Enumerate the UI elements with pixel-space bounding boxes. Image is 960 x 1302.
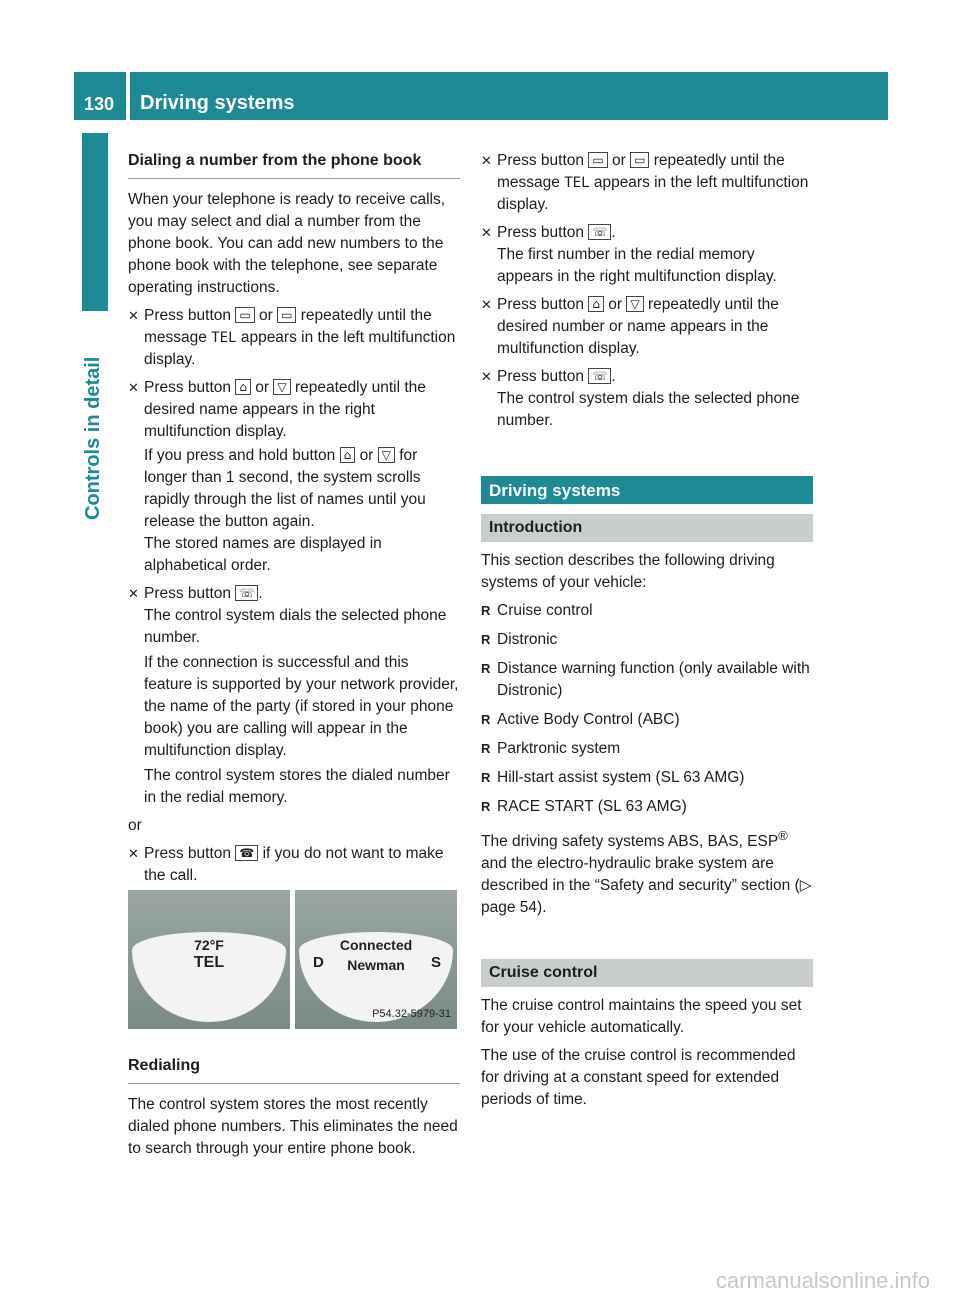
list-item: R Distronic — [481, 631, 558, 648]
left-display-panel — [128, 890, 290, 1029]
screen-button-2-icon: ▭ — [630, 152, 649, 168]
page-reference-link[interactable]: ▷ page 54 — [481, 877, 812, 917]
redial-step-3: ✕ Press button ⌂ or ▽ repeatedly until the desired number or name appears in the multifunction display. — [481, 296, 779, 357]
right-display-panel — [295, 890, 457, 1029]
list-item: R RACE START (SL 63 AMG) — [481, 798, 687, 815]
figure-code: P54.32-5979-31 — [372, 1008, 451, 1020]
step-marker-icon: ✕ — [481, 153, 492, 168]
list-item: R Parktronic system — [481, 740, 621, 757]
end-call-button-icon: ☎ — [235, 845, 258, 861]
redial-step-4: ✕ Press button ☏ . The control system dials the selected phone number. — [481, 368, 800, 429]
list-item: R Cruise control — [481, 602, 593, 619]
chapter-side-title: Controls in detail — [82, 356, 104, 520]
connected-readout: Connected — [339, 937, 413, 953]
up-button-icon: ⌂ — [588, 296, 604, 312]
screen-button-1-icon: ▭ — [235, 307, 254, 323]
or-separator: or — [128, 817, 142, 834]
up-button-icon: ⌂ — [235, 379, 251, 395]
redial-paragraph: The control system stores the most recently dialed phone numbers. This eliminates the need to search through your entire phone book. — [128, 1096, 458, 1157]
left-column-lower — [128, 1055, 460, 1166]
page-title: Driving systems — [140, 92, 295, 114]
down-button-icon: ▽ — [626, 296, 643, 312]
left-column — [128, 150, 460, 893]
introduction-bar: Introduction — [481, 514, 813, 542]
call-button-icon: ☏ — [235, 585, 258, 601]
call-button-icon: ☏ — [588, 368, 611, 384]
step-marker-icon: ✕ — [481, 369, 492, 384]
intro-paragraph: When your telephone is ready to receive calls, you may select and dial a number from the phone book. You can add new numbers to the phone book with the telephone, see separate operating instructions. — [128, 191, 446, 296]
header-divider — [126, 72, 130, 120]
cruise-paragraph-1: The cruise control maintains the speed you set for your vehicle automatically. — [481, 997, 802, 1037]
step-1: ✕ Press button ▭ or ▭ repeatedly until the message TEL appears in the left multifunction display. — [128, 307, 456, 368]
safety-paragraph: The driving safety systems ABS, BAS, ESP® and the electro-hydraulic brake system are described in the “Safety and security” section (▷ page 54). — [481, 828, 812, 917]
call-button-icon: ☏ — [588, 224, 611, 240]
display-figure — [128, 890, 459, 1029]
temperature-readout: 72°F — [194, 937, 224, 953]
contact-name-readout: Newman — [347, 957, 405, 973]
d-indicator: D — [313, 954, 324, 971]
step-2: ✕ Press button ⌂ or ▽ repeatedly until the desired name appears in the right multifunction display. If you press and hold button ⌂ or ▽ for longer than 1 second, the system scrolls rapidly through the list of names until you release the button again. The stored names are displayed in alphabetical order. — [128, 377, 460, 577]
tel-message: TEL — [211, 330, 237, 346]
redial-step-1: ✕ Press button ▭ or ▭ repeatedly until the message TEL appears in the left multifunction display. — [481, 152, 809, 213]
right-column — [481, 150, 813, 1117]
down-button-icon: ▽ — [273, 379, 290, 395]
section-title-phonebook: Dialing a number from the phone book — [128, 150, 460, 179]
step-marker-icon: ✕ — [481, 225, 492, 240]
page-number: 130 — [84, 94, 115, 114]
cruise-paragraph-2: The use of the cruise control is recommended for driving at a constant speed for extended periods of time. — [481, 1047, 796, 1109]
driving-systems-bar: Driving systems — [481, 476, 813, 504]
step-marker-icon: ✕ — [481, 297, 492, 312]
introduction-paragraph: This section describes the following driving systems of your vehicle: — [481, 552, 775, 591]
redial-step-2: ✕ Press button ☏ . The first number in the redial memory appears in the right multifunction display. — [481, 224, 777, 285]
s-indicator: S — [430, 954, 441, 971]
cruise-control-bar: Cruise control — [481, 959, 813, 987]
list-item: R Distance warning function (only available with Distronic) — [481, 660, 810, 699]
screen-button-2-icon: ▭ — [277, 307, 296, 323]
step-marker-icon: ✕ — [128, 308, 139, 323]
step-2-note: The stored names are displayed in alphabetical order. — [144, 535, 382, 574]
up-button-icon: ⌂ — [340, 447, 356, 463]
tel-message: TEL — [564, 175, 590, 191]
watermark: carmanualsonline.info — [715, 1268, 930, 1293]
down-button-icon: ▽ — [378, 447, 395, 463]
list-item: R Hill-start assist system (SL 63 AMG) — [481, 769, 745, 786]
step-marker-icon: ✕ — [128, 380, 139, 395]
tel-readout: TEL — [193, 954, 225, 971]
page-header — [74, 72, 888, 120]
step-marker-icon: ✕ — [128, 846, 139, 861]
step-4: ✕ Press button ☎ if you do not want to make the call. — [128, 845, 444, 884]
screen-button-1-icon: ▭ — [588, 152, 607, 168]
step-3: ✕ Press button ☏ . The control system dials the selected phone number. If the connection is successful and this feature is supported by your network provider, the name of the party (if stored in your phone book) you are calling will appear in the multifunction display. The control system stores the dialed number in the redial memory. — [128, 585, 459, 806]
list-item: R Active Body Control (ABC) — [481, 711, 680, 728]
section-title-redialing: Redialing — [128, 1055, 460, 1084]
step-marker-icon: ✕ — [128, 586, 139, 601]
